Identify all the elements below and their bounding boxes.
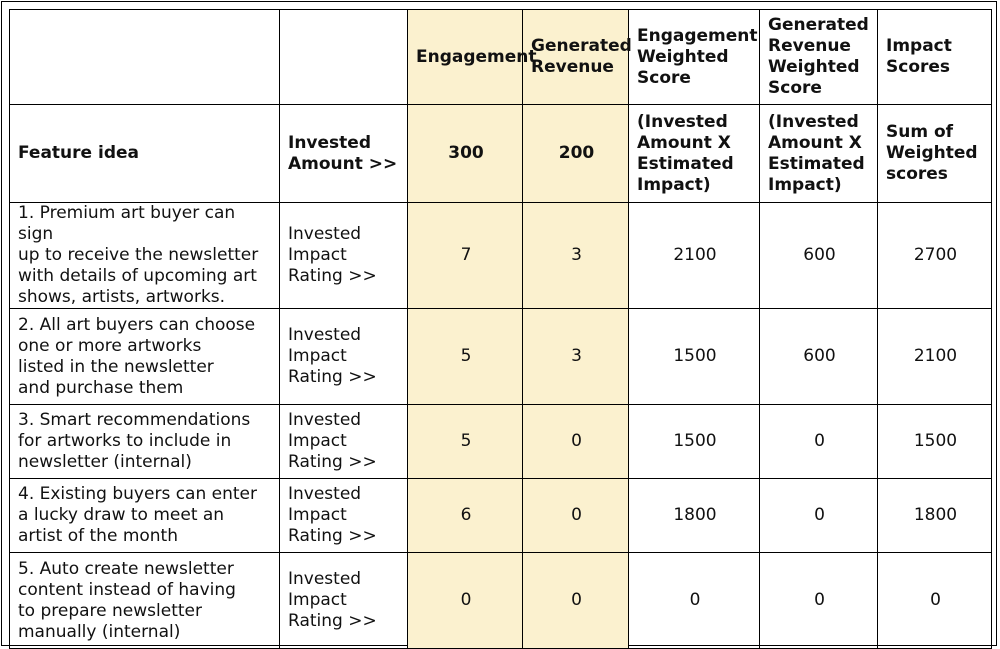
rating-label-cell: Invested Impact Rating >> <box>280 405 408 479</box>
header-engagement: Engagement <box>408 10 523 105</box>
feature-cell: 4. Existing buyers can enter a lucky draw to meet an artist of the month <box>10 479 280 553</box>
header-empty-feature <box>10 10 280 105</box>
feature-cell: 3. Smart recommendations for artworks to include in newsletter (internal) <box>10 405 280 479</box>
impact-score-cell: 1500 <box>878 405 992 479</box>
engagement-score-cell: 2100 <box>629 203 760 309</box>
engagement-rating-cell: 7 <box>408 203 523 309</box>
engagement-rating-cell: 0 <box>408 553 523 649</box>
rating-label-cell: Invested Impact Rating >> <box>280 553 408 649</box>
engagement-rating-cell: 6 <box>408 479 523 553</box>
feature-cell: 2. All art buyers can choose one or more artworks listed in the newsletter and purchase them <box>10 309 280 405</box>
engagement-formula: (Invested Amount X Estimated Impact) <box>629 105 760 203</box>
revenue-rating-cell: 0 <box>523 479 629 553</box>
engagement-amount: 300 <box>408 105 523 203</box>
table-row <box>10 553 992 649</box>
header-impact-scores: Impact Scores <box>878 10 992 105</box>
impact-score-cell: 2100 <box>878 309 992 405</box>
header-generated-revenue: Generated Revenue <box>523 10 629 105</box>
impact-score-cell: 0 <box>878 553 992 649</box>
table-row <box>10 203 992 309</box>
revenue-score-cell: 0 <box>760 479 878 553</box>
revenue-score-cell: 0 <box>760 405 878 479</box>
impact-formula: Sum of Weighted scores <box>878 105 992 203</box>
revenue-score-cell: 0 <box>760 553 878 649</box>
revenue-rating-cell: 0 <box>523 553 629 649</box>
impact-score-cell: 1800 <box>878 479 992 553</box>
engagement-score-cell: 0 <box>629 553 760 649</box>
engagement-score-cell: 1800 <box>629 479 760 553</box>
revenue-score-cell: 600 <box>760 309 878 405</box>
impact-score-cell: 2700 <box>878 203 992 309</box>
rating-label-cell: Invested Impact Rating >> <box>280 479 408 553</box>
impact-scoring-table <box>9 9 992 649</box>
table-row <box>10 309 992 405</box>
engagement-score-cell: 1500 <box>629 309 760 405</box>
revenue-rating-cell: 3 <box>523 309 629 405</box>
revenue-rating-cell: 3 <box>523 203 629 309</box>
engagement-score-cell: 1500 <box>629 405 760 479</box>
revenue-score-cell: 600 <box>760 203 878 309</box>
invested-amount-label: Invested Amount >> <box>280 105 408 203</box>
revenue-amount: 200 <box>523 105 629 203</box>
feature-cell: 1. Premium art buyer can sign up to receive the newsletter with details of upcoming art shows, artists, artworks. <box>10 203 280 309</box>
feature-cell: 5. Auto create newsletter content instead of having to prepare newsletter manually (internal) <box>10 553 280 649</box>
engagement-rating-cell: 5 <box>408 309 523 405</box>
rating-label-cell: Invested Impact Rating >> <box>280 309 408 405</box>
table-row <box>10 405 992 479</box>
header-engagement-weighted-score: Engagement Weighted Score <box>629 10 760 105</box>
revenue-formula: (Invested Amount X Estimated Impact) <box>760 105 878 203</box>
feature-idea-label: Feature idea <box>10 105 280 203</box>
revenue-rating-cell: 0 <box>523 405 629 479</box>
engagement-rating-cell: 5 <box>408 405 523 479</box>
header-revenue-weighted-score: Generated Revenue Weighted Score <box>760 10 878 105</box>
header-row <box>10 10 992 105</box>
table-row <box>10 479 992 553</box>
rating-label-cell: Invested Impact Rating >> <box>280 203 408 309</box>
header-empty-amount <box>280 10 408 105</box>
subheader-row <box>10 105 992 203</box>
